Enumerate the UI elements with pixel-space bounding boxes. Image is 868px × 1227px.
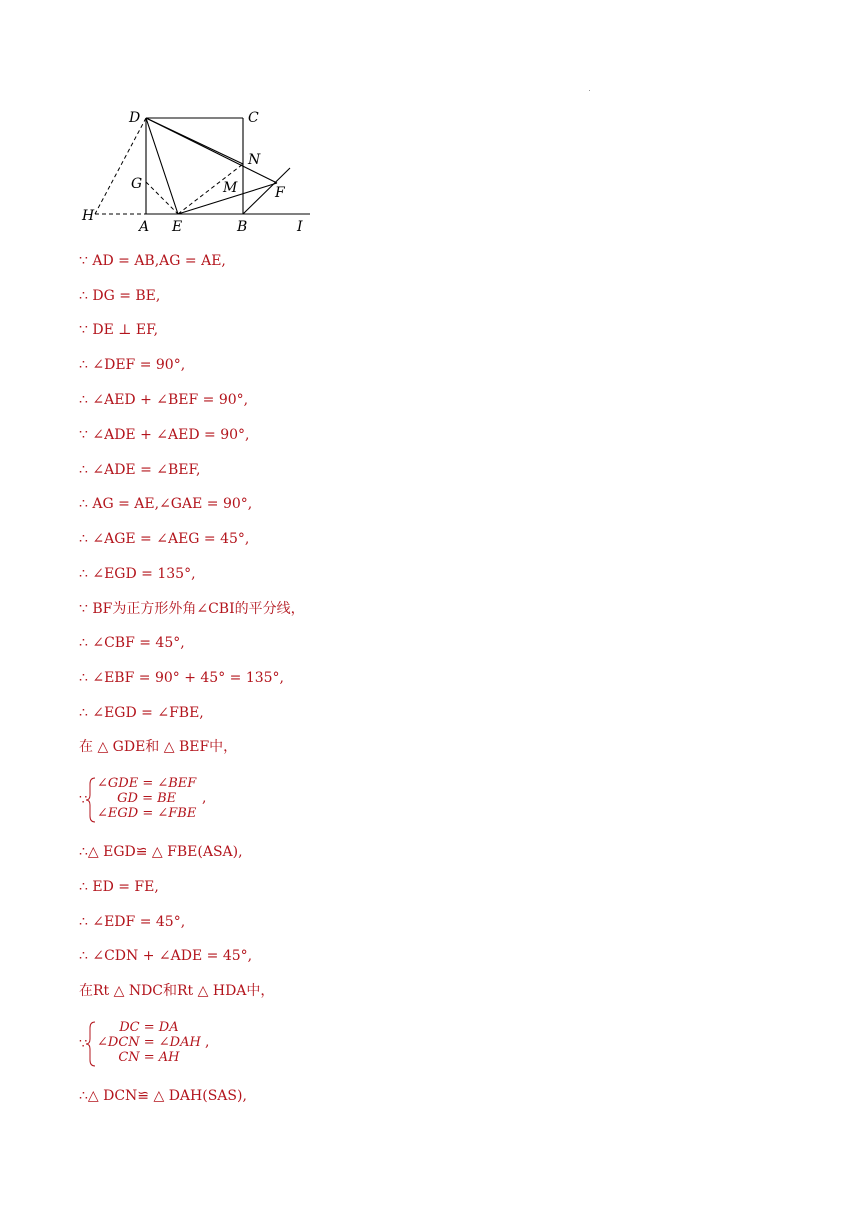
system-row: GD = BE	[117, 791, 177, 806]
proof-line: ∴ ∠AGE = ∠AEG = 45°,	[79, 531, 250, 547]
brace-icon	[79, 1020, 97, 1068]
proof-line: ∴ DG = BE,	[79, 288, 161, 304]
label-F: F	[275, 185, 285, 201]
proof-line: ∴ ∠CBF = 45°,	[79, 635, 185, 651]
proof-line: ∴△ DCN≌ △ DAH(SAS),	[79, 1088, 247, 1104]
proof-line: ∴ ∠ADE = ∠BEF,	[79, 462, 201, 478]
proof-line: ∴ ∠AED + ∠BEF = 90°,	[79, 392, 249, 408]
proof-line: 在 △ GDE和 △ BEF中，	[79, 739, 238, 755]
svg-text:∵: ∵	[79, 793, 88, 808]
label-C: C	[248, 110, 259, 126]
system-row: ∠DCN = ∠DAH	[97, 1035, 201, 1050]
equation-system-sas	[79, 1020, 279, 1068]
system-row: ∠GDE = ∠BEF	[97, 776, 197, 791]
proof-line: ∴ ∠EGD = 135°,	[79, 566, 196, 582]
dash-DH	[95, 118, 146, 214]
proof-line: ∵ BF为正方形外角∠CBI的平分线，	[79, 601, 305, 617]
segment-DE	[146, 118, 178, 214]
svg-text:∵: ∵	[79, 1037, 88, 1052]
proof-line: ∵ ∠ADE + ∠AED = 90°,	[79, 427, 250, 443]
proof-line: ∵ DE ⊥ EF,	[79, 322, 159, 338]
label-N: N	[248, 152, 261, 168]
segment-DN	[146, 118, 243, 164]
proof-line: ∴ ∠EGD = ∠FBE,	[79, 705, 204, 721]
proof-line: 在Rt △ NDC和Rt △ HDA中，	[79, 983, 275, 999]
proof-line: ∴ ∠EDF = 45°,	[79, 914, 186, 930]
label-E: E	[172, 219, 183, 235]
proof-line: ∴ ∠EBF = 90° + 45° = 135°,	[79, 670, 285, 686]
label-B: B	[237, 219, 248, 235]
system-row: DC = DA	[119, 1020, 179, 1035]
brace-icon	[79, 776, 97, 824]
label-I: I	[297, 219, 303, 235]
geometry-figure	[78, 104, 318, 240]
speck	[589, 90, 590, 91]
label-A: A	[139, 219, 150, 235]
proof-line: ∴ AG = AE,∠GAE = 90°,	[79, 496, 253, 512]
system-comma: ,	[202, 790, 207, 806]
label-M: M	[223, 180, 238, 196]
equation-system-asa	[79, 776, 279, 824]
label-G: G	[131, 176, 143, 192]
system-row: CN = AH	[118, 1050, 180, 1065]
proof-line: ∴ ED = FE,	[79, 879, 159, 895]
system-row: ∠EGD = ∠FBE	[97, 806, 197, 821]
system-comma: ,	[205, 1034, 210, 1050]
proof-line: ∵ AD = AB,AG = AE,	[79, 253, 226, 269]
proof-line: ∴△ EGD≌ △ FBE(ASA),	[79, 844, 243, 860]
proof-line: ∴ ∠CDN + ∠ADE = 45°,	[79, 948, 253, 964]
label-H: H	[82, 208, 95, 224]
label-D: D	[129, 110, 141, 126]
proof-line: ∴ ∠DEF = 90°,	[79, 357, 186, 373]
